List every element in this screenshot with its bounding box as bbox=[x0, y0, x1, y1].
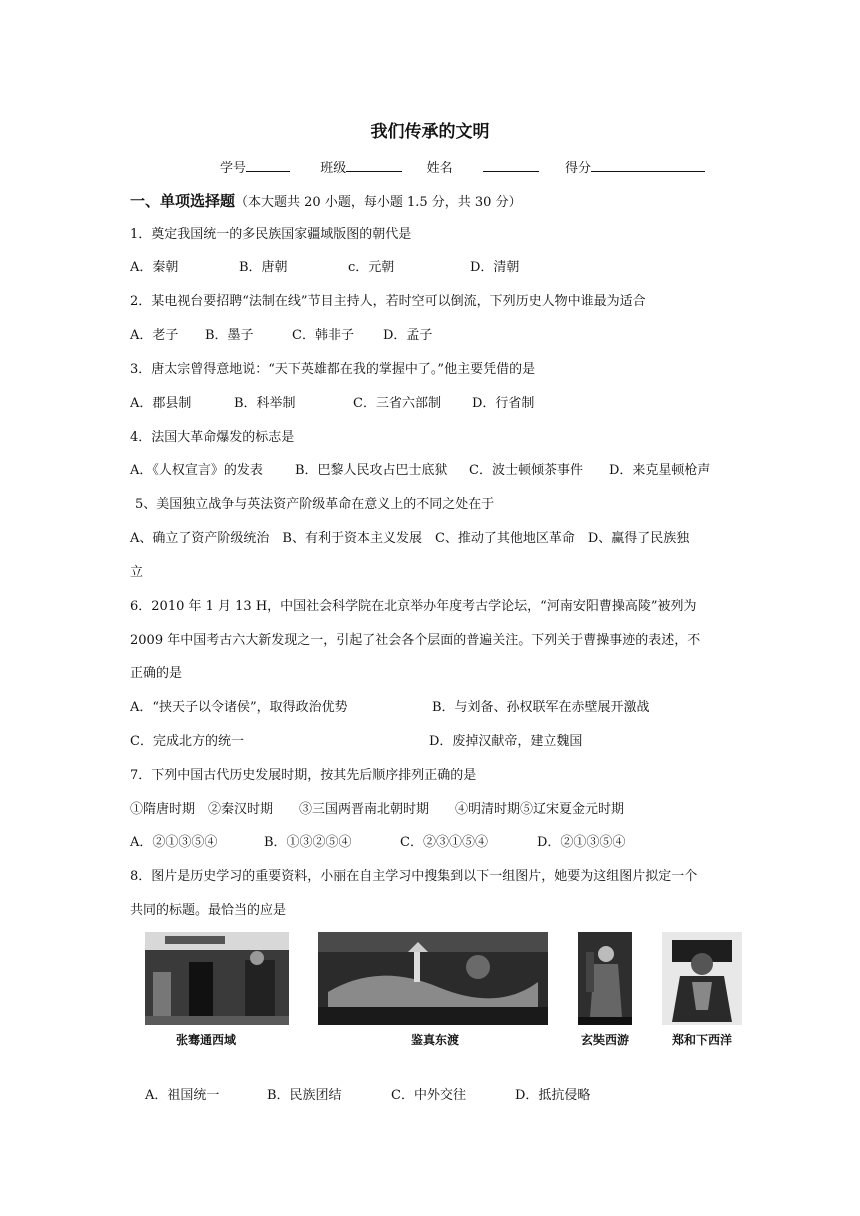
section-title: 一、单项选择题 bbox=[130, 192, 236, 210]
xuanzang-picture bbox=[578, 932, 632, 1025]
question-8-option-b: B．民族团结 bbox=[267, 1088, 342, 1103]
page-title: 我们传承的文明 bbox=[370, 122, 490, 142]
question-2-option-b: B．墨子 bbox=[205, 328, 254, 343]
question-6-option-c: C．完成北方的统一 bbox=[130, 734, 244, 749]
section-heading bbox=[130, 192, 522, 212]
question-2-option-c: C．韩非子 bbox=[292, 328, 354, 343]
jianzhen-caption: 鉴真东渡 bbox=[411, 1033, 460, 1047]
question-7-periods: ①隋唐时期 ②秦汉时期 ③三国两晋南北朝时期 ④明清时期⑤辽宋夏金元时期 bbox=[130, 802, 625, 817]
question-4-option-b: B．巴黎人民攻占巴士底狱 bbox=[295, 463, 448, 478]
question-6-option-d: D．废掉汉献帝，建立魏国 bbox=[429, 734, 583, 749]
class-label: 班级 bbox=[320, 161, 347, 176]
question-6-stem-line-1: 6．2010 年 1 月 13 H，中国社会科学院在北京举办年度考古学论坛，“河南安阳曹操高陵”被列为 bbox=[130, 599, 697, 614]
question-1-stem: 1．奠定我国统一的多民族国家疆域版图的朝代是 bbox=[130, 227, 412, 242]
question-8-option-a: A．祖国统一 bbox=[145, 1088, 220, 1103]
question-3-option-d: D．行省制 bbox=[472, 396, 535, 411]
xuanzang-caption: 玄奘西游 bbox=[581, 1033, 630, 1047]
question-8-stem-line-1: 8．图片是历史学习的重要资料，小丽在自主学习中搜集到以下一组图片，她要为这组图片拟定一个 bbox=[130, 869, 698, 884]
question-6-stem-line-2: 2009 年中国考古六大新发现之一，引起了社会各个层面的普遍关注。下列关于曹操事迹的表述，不 bbox=[130, 633, 701, 648]
question-7-option-c: C．②③①⑤④ bbox=[400, 835, 488, 850]
zhangqian-caption: 张骞通西域 bbox=[176, 1033, 237, 1047]
question-8-option-c: C．中外交往 bbox=[391, 1088, 466, 1103]
question-4-option-c: C．波士顿倾茶事件 bbox=[469, 463, 583, 478]
jianzhen-picture bbox=[318, 932, 548, 1025]
student-info-row bbox=[220, 157, 705, 176]
question-2-stem: 2．某电视台要招聘“法制在线”节目主持人，若时空可以倒流，下列历史人物中谁最为适合 bbox=[130, 294, 646, 309]
score-blank[interactable] bbox=[591, 159, 705, 172]
zhangqian-picture bbox=[145, 932, 289, 1025]
question-5-options-line: A、确立了资产阶级统治 B、有利于资本主义发展 C、推动了其他地区革命 D、赢得了民族独 bbox=[130, 531, 690, 546]
question-1-option-d: D．清朝 bbox=[470, 260, 520, 275]
question-1-option-c: c．元朝 bbox=[348, 260, 395, 275]
question-3-option-a: A．郡县制 bbox=[130, 396, 192, 411]
student-id-label: 学号 bbox=[220, 161, 247, 176]
question-4-option-a: A．《人权宣言》的发表 bbox=[130, 463, 263, 478]
question-8-option-d: D．抵抗侵略 bbox=[515, 1088, 591, 1103]
question-3-option-b: B．科举制 bbox=[234, 396, 296, 411]
question-6-option-a: A．“挟天子以令诸侯”，取得政治优势 bbox=[130, 700, 348, 715]
question-6-option-b: B．与刘备、孙权联军在赤壁展开激战 bbox=[432, 700, 650, 715]
question-5-stem: 5、美国独立战争与英法资产阶级革命在意义上的不同之处在于 bbox=[135, 497, 495, 512]
section-note: （本大题共 20 小题，每小题 1.5 分，共 30 分） bbox=[235, 195, 522, 210]
question-3-stem: 3．唐太宗曾得意地说：“天下英雄都在我的掌握中了。”他主要凭借的是 bbox=[130, 362, 536, 377]
question-8-stem-line-2: 共同的标题。最恰当的应是 bbox=[130, 903, 287, 918]
question-7-option-a: A．②①③⑤④ bbox=[130, 835, 218, 850]
zhenghe-caption: 郑和下西洋 bbox=[672, 1033, 733, 1047]
question-3-option-c: C．三省六部制 bbox=[353, 396, 441, 411]
question-7-option-d: D．②①③⑤④ bbox=[537, 835, 626, 850]
question-7-stem: 7．下列中国古代历史发展时期，按其先后顺序排列正确的是 bbox=[130, 768, 477, 783]
name-label: 姓名 bbox=[426, 161, 453, 176]
question-7-option-b: B．①③②⑤④ bbox=[264, 835, 352, 850]
name-blank[interactable] bbox=[483, 159, 539, 172]
question-1-option-a: A．秦朝 bbox=[130, 260, 179, 275]
class-blank[interactable] bbox=[346, 159, 402, 172]
question-5-options-wrap: 立 bbox=[130, 565, 144, 580]
score-label: 得分 bbox=[565, 161, 592, 176]
student-id-blank[interactable] bbox=[246, 159, 290, 172]
zhenghe-picture bbox=[662, 932, 742, 1025]
question-1-option-b: B．唐朝 bbox=[239, 260, 288, 275]
question-2-option-d: D．孟子 bbox=[383, 328, 433, 343]
question-4-option-d: D．来克星顿枪声 bbox=[609, 463, 711, 478]
question-4-stem: 4．法国大革命爆发的标志是 bbox=[130, 430, 295, 445]
question-2-option-a: A．老子 bbox=[130, 328, 179, 343]
question-6-stem-line-3: 正确的是 bbox=[130, 666, 183, 681]
